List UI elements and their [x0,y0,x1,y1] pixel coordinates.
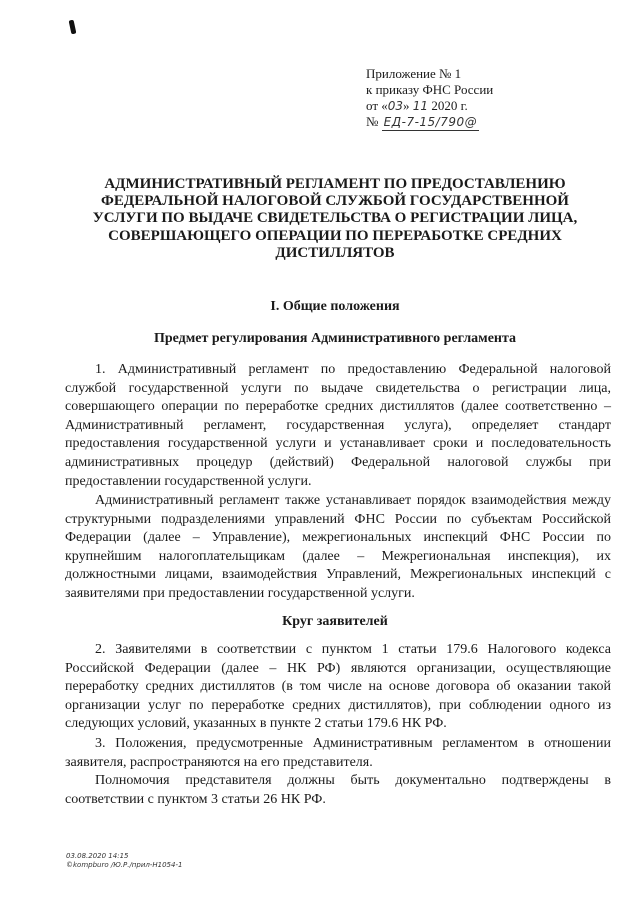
paragraph-3: 3. Положения, предусмотренные Административным регламентом в отношении заявителя, распространяются на его представителя. [65,736,611,770]
paragraph-2: 2. Заявителями в соответствии с пунктом 1 статьи 179.6 Налогового кодекса Российской Федерации (далее – НК РФ) являются организации, осуществляющие переработку средних дистиллятов (в том числе на основе договора об оказании такой организации услуг по переработке средних дистиллятов), при соблюдении одного из следующих условий, указанных в пункте 2 статьи 179.6 НК РФ. [65,642,611,732]
scan-artifact-mark [69,20,77,35]
appendix-number-prefix: № [366,114,382,129]
appendix-date-prefix: от « [366,98,388,113]
paragraph-1-continued: Административный регламент также устанавливает порядок взаимодействия между структурными подразделениями управлений ФНС России по субъектам Российской Федерации (далее – Управление), межрегиональных инспекций ФНС России по крупнейшим налогоплательщикам (далее – Межрегиональная инспекция), их должностными лицами, взаимодействия Управлений, Межрегиональных инспекций с заявителями при предоставлении государственной услуги. [65,493,611,601]
section-2-heading: Круг заявителей [282,614,388,629]
document-title: АДМИНИСТРАТИВНЫЙ РЕГЛАМЕНТ ПО ПРЕДОСТАВЛЕНИЮ ФЕДЕРАЛЬНОЙ НАЛОГОВОЙ СЛУЖБОЙ ГОСУДАРСТВЕННОЙ УСЛУГИ ПО ВЫДАЧЕ СВИДЕТЕЛЬСТВА О РЕГИСТРАЦИИ ЛИЦА, СОВЕРШАЮЩЕГО ОПЕРАЦИИ ПО ПЕРЕРАБОТКЕ СРЕДНИХ ДИСТИЛЛЯТОВ [92,176,578,261]
appendix-line-1: Приложение № 1 [366,66,462,81]
appendix-date-month: 11 [412,99,429,113]
footer-file-reference: ©kompburo /Ю.Р./прил-Н1054-1 [66,861,183,869]
appendix-number-value: ЕД-7-15/790@ [383,115,478,129]
footer-stamp [66,852,182,870]
paragraph-1: 1. Административный регламент по предоставлению Федеральной налоговой службой государственной услуги по выдаче свидетельства о регистрации лица, совершающего операции по переработке средних дистиллятов (далее соответственно – Административный регламент, государственная услуга), определяет стандарт предоставления государственной услуги и устанавливает сроки и последовательность административных процедур (действий) Федеральной налоговой службы при предоставлении государственной услуги. [65,362,611,489]
footer-timestamp: 03.08.2020 14:15 [66,852,129,860]
appendix-date-day: 03 [387,99,404,113]
appendix-number-line [366,114,596,131]
section-1-heading: I. Общие положения [270,299,400,314]
section-1-subheading: Предмет регулирования Административного регламента [153,331,517,346]
paragraph-3-continued: Полномочия представителя должны быть документально подтверждены в соответствии с пунктом 3 статьи 26 НК РФ. [65,773,611,807]
appendix-date-mid: » [403,98,413,113]
appendix-block [366,66,596,131]
appendix-date-line [366,98,596,114]
appendix-date-year: 2020 г. [428,98,468,113]
appendix-line-2: к приказу ФНС России [366,82,494,97]
